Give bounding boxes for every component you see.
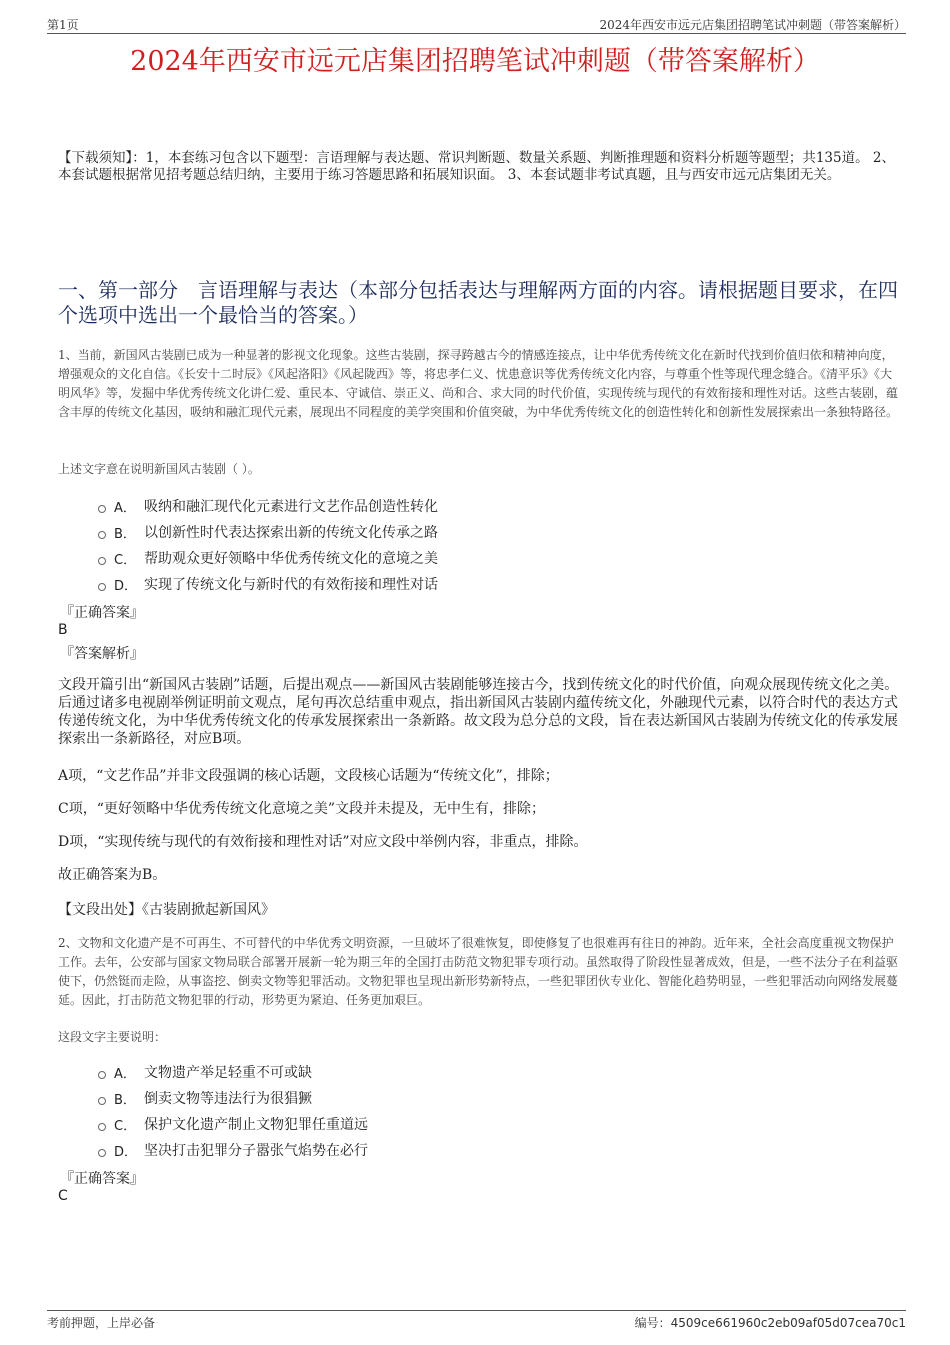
question-1-option-c[interactable] [98, 548, 438, 568]
correct-answer: C [58, 1188, 68, 1204]
code-label: 编号： [634, 1316, 671, 1330]
analysis-conclusion: 故正确答案为B。 [58, 867, 167, 883]
page-number: 第1页 [47, 18, 79, 32]
option-letter: D． [114, 578, 138, 594]
question-1-option-a[interactable] [98, 496, 438, 516]
radio-icon[interactable] [98, 1149, 106, 1157]
footer-slogan: 考前押题，上岸必备 [47, 1316, 156, 1330]
answer-analysis: 文段开篇引出“新国风古装剧”话题，后提出观点——新国风古装剧能够连接古今，找到传统文化的时代价值，向观众展现传统文化之美。后通过诸多电视剧举例证明前文观点，尾句再次总结重申观点，指出新国风古装剧内蕴传统文化，外融现代元素，以符合时代的表达方式传递传统文化，为中华优秀传统文化的传承发展探索出一条新路。故文段为总分总的文段，旨在表达新国风古装剧为传统文化的传承发展探索出一条新路径，对应B项。 [58, 677, 899, 747]
correct-answer: B [58, 622, 68, 638]
radio-icon[interactable] [98, 557, 106, 565]
radio-icon[interactable] [98, 505, 106, 513]
option-text: 坚决打击犯罪分子嚣张气焰势在必行 [144, 1143, 368, 1159]
analysis-label: 『答案解析』 [60, 646, 144, 662]
option-letter: B． [114, 1092, 136, 1108]
document-code [635, 1314, 906, 1331]
question-2-prompt: 这段文字主要说明： [58, 1030, 167, 1044]
radio-icon[interactable] [98, 1071, 106, 1079]
analysis-option-d: D项，“实现传统与现代的有效衔接和理性对话”对应文段中举例内容，非重点，排除。 [58, 834, 588, 850]
download-notice: 【下载须知】：1，本套练习包含以下题型：言语理解与表达题、常识判断题、数量关系题、判断推理题和资料分析题等题型；共135道。 2、本套试题根据常见招考题总结归纳，主要用于练习答题思路和拓展知识面。 3、本套试题非考试真题，且与西安市远元店集团无关。 [58, 150, 895, 183]
header-divider [47, 33, 906, 34]
question-2-text: 2、文物和文化遗产是不可再生、不可替代的中华优秀文明资源，一旦破坏了很难恢复，即使修复了也很难再有往日的神韵。近年来，全社会高度重视文物保护工作。去年，公安部与国家文物局联合部署开展新一轮为期三年的全国打击防范文物犯罪专项行动。虽然取得了阶段性显著成效，但是，一些不法分子在利益驱使下，仍然铤而走险，从事盗挖、倒卖文物等犯罪活动。文物犯罪也呈现出新形势新特点，一些犯罪团伙专业化、智能化趋势明显，一些犯罪活动向网络发展蔓延。因此，打击防范文物犯罪的行动，形势更为紧迫、任务更加艰巨。 [58, 936, 899, 1007]
radio-icon[interactable] [98, 531, 106, 539]
radio-icon[interactable] [98, 1097, 106, 1105]
question-2-option-d[interactable] [98, 1140, 368, 1160]
question-2-option-b[interactable] [98, 1088, 312, 1108]
question-1-text: 1、当前，新国风古装剧已成为一种显著的影视文化现象。这些古装剧，探寻跨越古今的情感连接点，让中华优秀传统文化在新时代找到价值归依和精神向度，增强观众的文化自信。《长安十二时辰》《风起洛阳》《风起陇西》等，将忠孝仁义、忧患意识等优秀传统文化内容，与尊重个性等现代理念缝合。《清平乐》《大明风华》等，发掘中华优秀传统文化讲仁爱、重民本、守诚信、崇正义、尚和合、求大同的时代价值，实现传统与现代的有效衔接和理性对话。这些古装剧，蕴含丰厚的传统文化基因，吸纳和融汇现代元素，展现出不同程度的美学突围和价值突破，为中华优秀传统文化的创造性转化和创新性发展探索出一条独特路径。 [58, 348, 899, 419]
option-letter: A． [114, 1066, 136, 1082]
option-letter: C． [114, 552, 137, 568]
section-heading: 一、第一部分 言语理解与表达（本部分包括表达与理解两方面的内容。请根据题目要求，在四个选项中选出一个最恰当的答案。） [58, 278, 898, 327]
question-1-option-b[interactable] [98, 522, 438, 542]
option-letter: D． [114, 1144, 138, 1160]
analysis-option-a: A项，“文艺作品”并非文段强调的核心话题，文段核心话题为“传统文化”，排除； [58, 768, 559, 784]
option-text: 实现了传统文化与新时代的有效衔接和理性对话 [144, 577, 438, 593]
correct-answer-label: 『正确答案』 [60, 1171, 144, 1187]
radio-icon[interactable] [98, 583, 106, 591]
question-2-option-a[interactable] [98, 1062, 312, 1082]
footer-divider [47, 1310, 906, 1311]
option-letter: B． [114, 526, 136, 542]
option-letter: A． [114, 500, 136, 516]
question-2-option-c[interactable] [98, 1114, 368, 1134]
option-text: 倒卖文物等违法行为很猖獗 [144, 1091, 312, 1107]
passage-source: 【文段出处】《古装剧掀起新国风》 [58, 902, 275, 918]
question-1-prompt: 上述文字意在说明新国风古装剧（ ）。 [58, 462, 260, 476]
question-1-option-d[interactable] [98, 574, 438, 594]
radio-icon[interactable] [98, 1123, 106, 1131]
header-doc-title: 2024年西安市远元店集团招聘笔试冲刺题（带答案解析） [599, 18, 906, 32]
page-title: 2024年西安市远元店集团招聘笔试冲刺题（带答案解析） [130, 46, 820, 77]
option-text: 文物遗产举足轻重不可或缺 [144, 1065, 312, 1081]
code-value: 4509ce661960c2eb09af05d07cea70c1 [670, 1316, 906, 1330]
option-text: 吸纳和融汇现代化元素进行文艺作品创造性转化 [144, 499, 438, 515]
option-letter: C． [114, 1118, 137, 1134]
analysis-option-c: C项，“更好领略中华优秀传统文化意境之美”文段并未提及，无中生有，排除； [58, 801, 546, 817]
option-text: 保护文化遗产制止文物犯罪任重道远 [144, 1117, 368, 1133]
correct-answer-label: 『正确答案』 [60, 605, 144, 621]
option-text: 帮助观众更好领略中华优秀传统文化的意境之美 [144, 551, 438, 567]
option-text: 以创新性时代表达探索出新的传统文化传承之路 [144, 525, 438, 541]
